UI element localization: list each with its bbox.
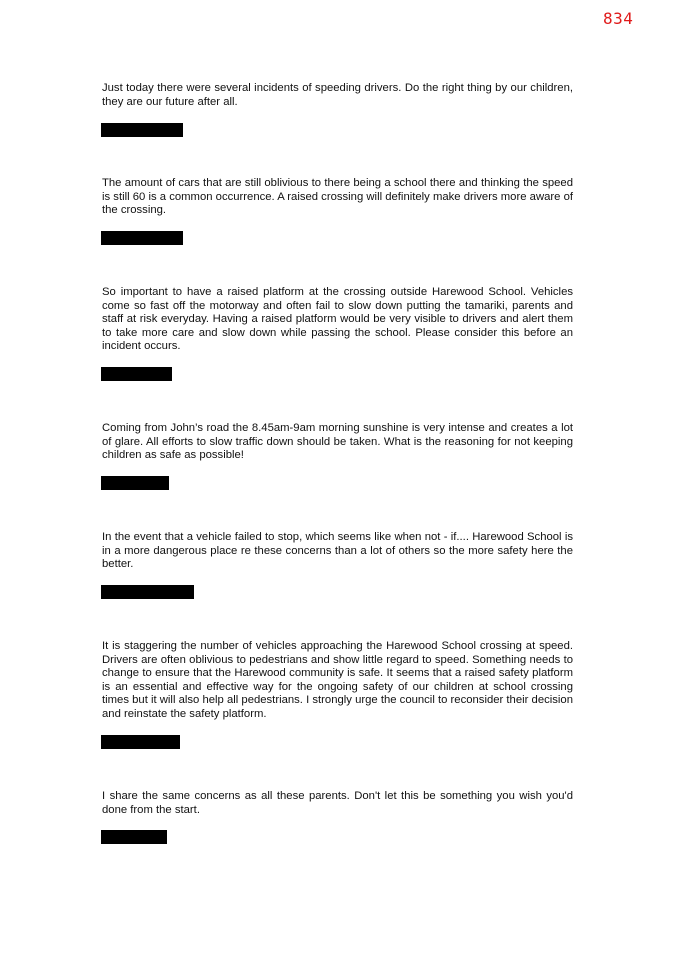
comment-text: The amount of cars that are still oblivious to there being a school there and thinking the speed is still 60 is a common occurrence. A raised crossing will definitely make drivers more aware of the crossing. bbox=[102, 177, 573, 217]
comment-text: Just today there were several incidents of speeding drivers. Do the right thing by our children, they are our future after all. bbox=[102, 82, 573, 108]
page-number: 834 bbox=[603, 9, 634, 28]
redacted-name bbox=[101, 123, 183, 137]
comment-text: I share the same concerns as all these parents. Don't let this be something you wish you'd done from the start. bbox=[102, 790, 573, 816]
comment-text: In the event that a vehicle failed to stop, which seems like when not - if.... Harewood School is in a more dangerous place re these concerns than a lot of others so the more safety here the better. bbox=[102, 531, 573, 571]
redacted-name bbox=[101, 735, 180, 749]
redacted-name bbox=[101, 476, 169, 490]
redacted-name bbox=[101, 367, 172, 381]
redacted-name bbox=[101, 830, 167, 844]
redacted-name bbox=[101, 585, 194, 599]
comment-text: It is staggering the number of vehicles approaching the Harewood School crossing at speed. Drivers are often oblivious to pedestrians and show little regard to speed. Something needs to change to ensure that the Harewood community is safe. It seems that a raised safety platform is an essential and effective way for the ongoing safety of our children at school crossing times but it will also help all pedestrians. I strongly urge the council to reconsider their decision and reinstate the safety platform. bbox=[102, 640, 573, 720]
comment-text: So important to have a raised platform at the crossing outside Harewood School. Vehicles come so fast off the motorway and often fail to slow down putting the tamariki, parents and staff at risk everyday. Having a raised platform would be very visible to drivers and alert them to take more care and slow down while passing the school. Please consider this before an incident occurs. bbox=[102, 286, 573, 353]
redacted-name bbox=[101, 231, 183, 245]
comment-text: Coming from John’s road the 8.45am-9am morning sunshine is very intense and creates a lot of glare. All efforts to slow traffic down should be taken. What is the reasoning for not keeping children as safe as possible! bbox=[102, 422, 573, 462]
